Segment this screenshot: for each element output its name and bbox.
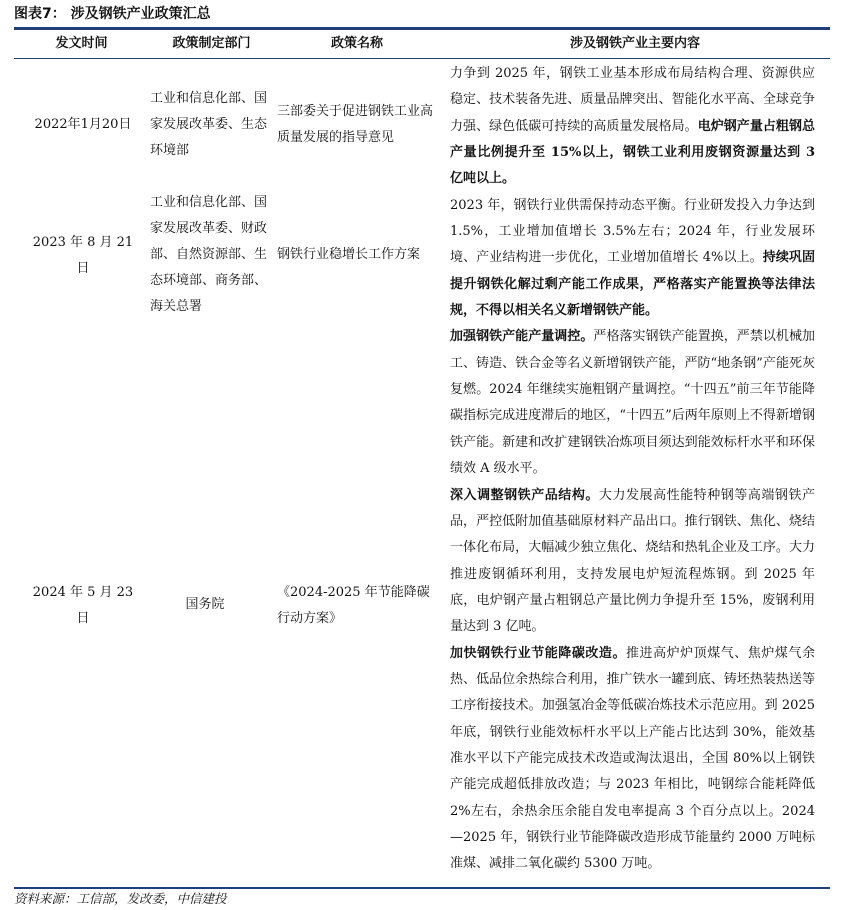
content-p5-heading: 加快钢铁行业节能降碳改造。 — [450, 645, 626, 661]
content-p2-text: 2023 年，钢铁行业供需保持动态平衡。行业研发投入力争达到 1.5%，工业增加值增长 3.5%左右；2024 年，行业发展环境、产业结构进一步优化，工业增加值增长 4%以上。 — [450, 197, 815, 266]
source-note: 资料来源：工信部，发改委，中信建投 — [14, 891, 227, 906]
row2-date: 2023 年 8 月 21 日 — [32, 235, 134, 276]
content-paragraph-2 — [450, 193, 815, 325]
content-p3-heading: 加强钢铁产能产量调控。 — [450, 329, 594, 345]
row2-dept: 工业和信息化部、国家发展改革委、财政部、自然资源部、生态环境部、商务部、海关总署 — [150, 195, 268, 314]
figure-caption: 图表7： 涉及钢铁产业政策汇总 — [14, 6, 211, 22]
content-p1-highlight: 电炉钢产量占粗钢总产量比例提升至 15%以上，钢铁工业利用废钢资源量达到 3 亿吨以上。 — [450, 118, 815, 187]
row3-dept: 国务院 — [185, 597, 225, 612]
content-p4-heading: 深入调整钢铁产品结构。 — [450, 487, 599, 503]
content-paragraph-3 — [450, 324, 815, 482]
content-paragraph-4 — [450, 483, 815, 641]
header-content: 涉及钢铁产业主要内容 — [569, 36, 700, 51]
content-p1-text: 力争到 2025 年，钢铁工业基本形成布局结构合理、资源供应稳定、技术装备先进、质量品牌突出、智能化水平高、全球竞争力强、绿色低碳可持续的高质量发展格局。 — [450, 66, 815, 134]
row1-policy: 三部委关于促进钢铁工业高质量发展的指导意见 — [277, 104, 434, 145]
row3-date: 2024 年 5 月 23 日 — [32, 585, 134, 626]
content-p3-text: 严格落实钢铁产能置换，严禁以机械加工、铸造、铁合金等名义新增钢铁产能，严防“地条钢”产能死灰复燃。2024 年继续实施粗钢产量调控。“十四五”前三年节能降碳指标完成进度滞后的地区，“十四五”后两年原则上不得新增钢铁产能。新建和改扩建钢铁冶炼项目须达到能效标杆水平和环保绩效 A 级水平。 — [450, 329, 815, 477]
policy-content-column — [450, 61, 815, 878]
content-p5-text: 推进高炉炉顶煤气、焦炉煤气余热、低品位余热综合利用，推广铁水一罐到底、铸坯热装热送等工序衔接技术。加强氢冶金等低碳冶炼技术示范应用。到 2025 年底，钢铁行业能效标杆水平以上产能占比达到 30%，能效基准水平以下产能完成技术改造或淘汰退出，全国 80%以上钢铁产能完成超低排放改造；与 2023 年相比，吨钢综合能耗降低 2%左右，余热余压余能自发电率提高 3 个百分点以上。2024—2025 年，钢铁行业节能降碳改造形成节能量约 2000 万吨标准煤、减排二氧化碳约 5300 万吨。 — [450, 645, 815, 872]
header-policy: 政策名称 — [330, 36, 383, 51]
content-p4-text: 大力发展高性能特种钢等高端钢铁产品，严控低附加值基础原材料产品出口。推行钢铁、焦化、烧结一体化布局，大幅减少独立焦化、烧结和热轧企业及工序。大力推进废钢循环利用，支持发展电炉短流程炼钢。到 2025 年底，电炉钢产量占粗钢总产量比例力争提升至 15%，废钢利用量达到 3 亿吨。 — [450, 487, 815, 635]
row3-policy: 《2024-2025 年节能降碳行动方案》 — [277, 585, 430, 626]
row1-dept: 工业和信息化部、国家发展改革委、生态环境部 — [150, 91, 268, 158]
content-p2-highlight: 持续巩固提升钢铁化解过剩产能工作成果，严格落实产能置换等法律法规，不得以相关名义新增钢铁产能。 — [450, 250, 815, 319]
content-paragraph-1 — [450, 61, 815, 193]
header-date: 发文时间 — [55, 36, 108, 51]
header-dept: 政策制定部门 — [172, 36, 251, 51]
content-paragraph-5 — [450, 641, 815, 878]
row2-policy: 钢铁行业稳增长工作方案 — [277, 247, 421, 262]
row1-date: 2022年1月20日 — [34, 117, 132, 132]
header-rule — [14, 58, 830, 59]
